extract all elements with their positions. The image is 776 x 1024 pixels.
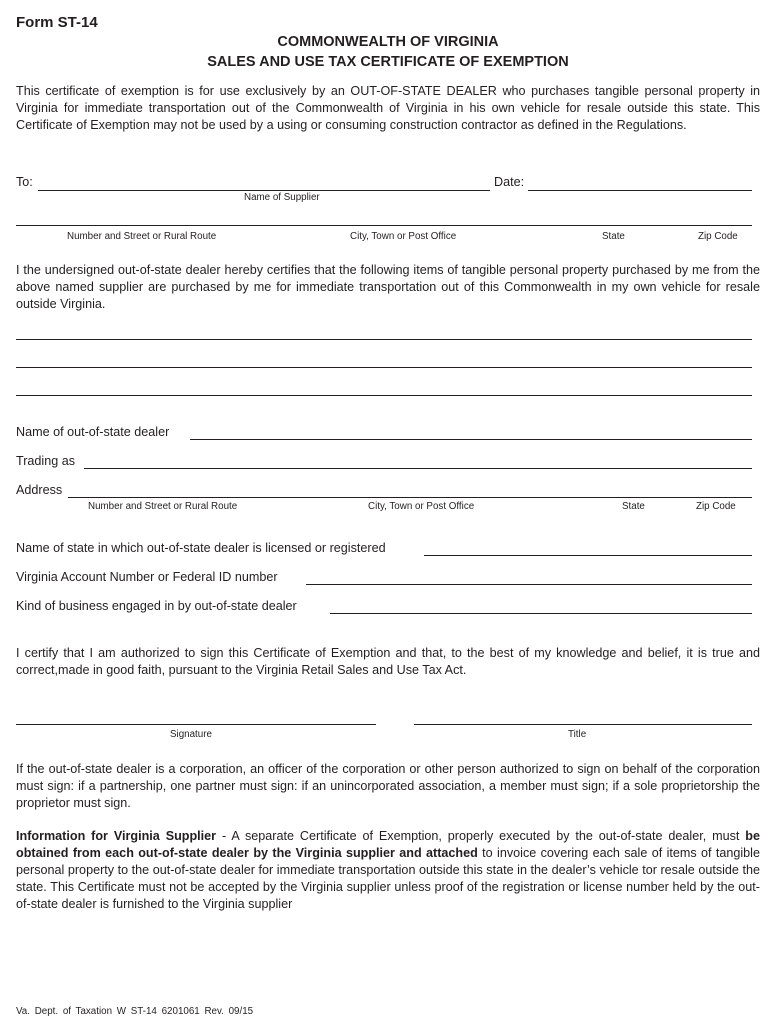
- trading-as-line: [84, 468, 752, 469]
- supplier-info-text-1: - A separate Certificate of Exemption, properly executed by the out-of-state dealer, must: [216, 829, 746, 843]
- dealer-city-caption: City, Town or Post Office: [368, 501, 475, 512]
- date-label: Date:: [494, 175, 525, 189]
- dealer-address-field[interactable]: [70, 480, 750, 496]
- licensed-state-label: Name of state in which out-of-state dealer is licensed or registered: [16, 541, 386, 555]
- dealer-street-caption: Number and Street or Rural Route: [88, 501, 238, 512]
- item-line-3: [16, 395, 752, 396]
- form-title-line1: COMMONWEALTH OF VIRGINIA: [277, 34, 499, 50]
- supplier-zip-caption: Zip Code: [698, 231, 738, 242]
- item-line-1: [16, 339, 752, 340]
- dealer-name-label: Name of out-of-state dealer: [16, 425, 170, 439]
- date-line: [528, 190, 752, 191]
- item-field-1[interactable]: [16, 322, 752, 338]
- certification-paragraph: I the undersigned out-of-state dealer hereby certifies that the following items of tangible personal property purchased by me from the above named supplier are purchased by me for immediate transportation out of this Commonwealth in my own vehicle for resale outside Virginia.: [16, 263, 760, 311]
- form-title-line2: SALES AND USE TAX CERTIFICATE OF EXEMPTION: [207, 54, 569, 70]
- date-field[interactable]: [530, 173, 750, 189]
- item-field-2[interactable]: [16, 350, 752, 366]
- dealer-name-line: [190, 439, 752, 440]
- supplier-address-line: [16, 225, 752, 226]
- signature-line: [16, 724, 376, 725]
- supplier-info-bold-text: be obtained from each out-of-state dealer by the Virginia supplier and attached: [16, 829, 760, 860]
- supplier-info-text-2: to invoice covering each sale of items of tangible personal property to the out-of-state dealer for immediate transportation outside this state in the dealer’s vehicle tor resale outside the state. This Certificate must not be accepted by the Virginia supplier unless proof of the registration or license number held by the out-of-state dealer is furnished to the Virginia supplier: [16, 846, 760, 911]
- intro-paragraph: This certificate of exemption is for use exclusively by an OUT-OF-STATE DEALER who purchases tangible personal property in Virginia for immediate transportation out of the Commonwealth of Virginia in his own vehicle for resale outside this state. This Certificate of Exemption may not be used by a using or consuming construction contractor as defined in the Regulations.: [16, 84, 760, 132]
- form-footer: Va. Dept. of Taxation W ST-14 6201061 Rev. 09/15: [16, 1006, 254, 1017]
- supplier-address-field[interactable]: [16, 208, 752, 224]
- account-number-line: [306, 584, 752, 585]
- signature-caption: Signature: [170, 729, 212, 740]
- licensed-state-field[interactable]: [426, 538, 750, 554]
- dealer-zip-caption: Zip Code: [696, 501, 736, 512]
- signature-field[interactable]: [16, 707, 376, 723]
- supplier-street-caption: Number and Street or Rural Route: [67, 231, 217, 242]
- to-line: [38, 190, 490, 191]
- licensed-state-line: [424, 555, 752, 556]
- title-line: [414, 724, 752, 725]
- dealer-address-line: [68, 497, 752, 498]
- item-field-3[interactable]: [16, 378, 752, 394]
- trading-as-label: Trading as: [16, 454, 76, 468]
- account-number-field[interactable]: [308, 567, 750, 583]
- business-kind-field[interactable]: [332, 596, 750, 612]
- attestation-paragraph: I certify that I am authorized to sign this Certificate of Exemption and that, to the best of my knowledge and belief, it is true and correct,made in good faith, pursuant to the Virginia Retail Sales and Use Tax Act.: [16, 646, 760, 677]
- dealer-state-caption: State: [622, 501, 645, 512]
- business-kind-label: Kind of business engaged in by out-of-state dealer: [16, 599, 297, 613]
- supplier-name-field[interactable]: [40, 173, 488, 189]
- title-field[interactable]: [414, 707, 752, 723]
- to-label: To:: [16, 175, 33, 189]
- form-number: Form ST-14: [16, 14, 98, 31]
- supplier-info-heading: Information for Virginia Supplier: [16, 829, 217, 843]
- signer-note-paragraph: If the out-of-state dealer is a corporation, an officer of the corporation or other person authorized to sign on behalf of the corporation must sign: if a partnership, one partner must sign: if an unincorporated association, a member must sign; if a sole proprietorship the proprietor must sign.: [16, 762, 760, 810]
- business-kind-line: [330, 613, 752, 614]
- title-caption: Title: [568, 729, 587, 740]
- trading-as-field[interactable]: [86, 451, 750, 467]
- account-number-label: Virginia Account Number or Federal ID number: [16, 570, 278, 584]
- dealer-address-label: Address: [16, 483, 63, 497]
- supplier-name-caption: Name of Supplier: [244, 192, 320, 203]
- dealer-name-field[interactable]: [192, 422, 750, 438]
- item-line-2: [16, 367, 752, 368]
- supplier-state-caption: State: [602, 231, 625, 242]
- supplier-info-paragraph: [16, 828, 760, 913]
- supplier-city-caption: City, Town or Post Office: [350, 231, 457, 242]
